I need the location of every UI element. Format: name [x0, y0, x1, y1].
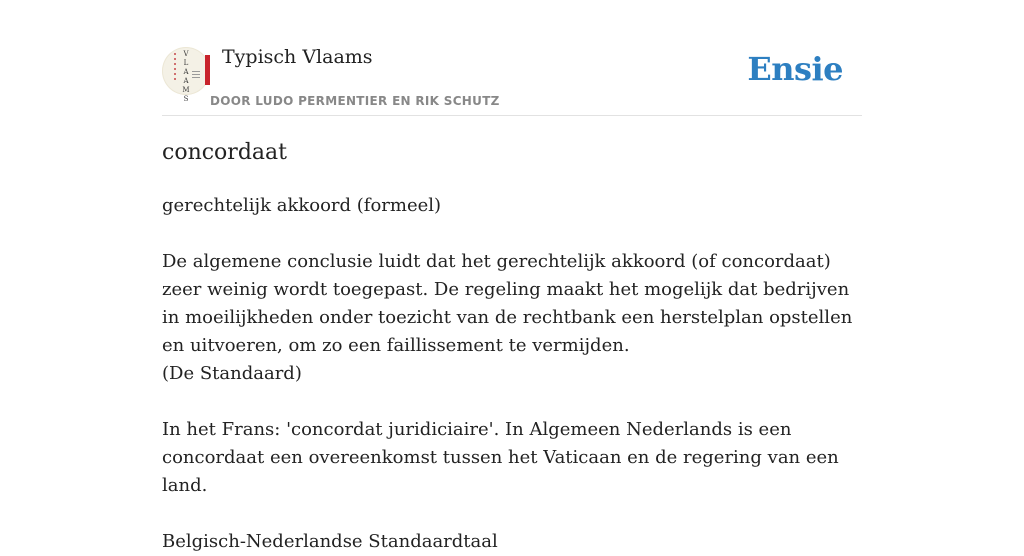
entry-example: De algemene conclusie luidt dat het gerechtelijk akkoord (of concordaat) zeer weinig wordt toegepast. De regeling maakt het mogelijk dat bedrijven in moeilijkheden onder toezicht van de rechtbank een herstelplan opstellen en uitvoeren, om zo een faillissement te vermijden.	[162, 251, 853, 356]
ensie-logo[interactable]: Ensie	[747, 50, 843, 88]
cover-red-edge	[205, 55, 210, 85]
spacer	[162, 388, 862, 416]
entry-category: Belgisch-Nederlandse Standaardtaal	[162, 531, 498, 552]
spacer	[162, 500, 862, 528]
book-title[interactable]: Typisch Vlaams	[222, 46, 373, 68]
header	[162, 0, 862, 116]
book-authors: DOOR LUDO PERMENTIER EN RIK SCHUTZ	[210, 94, 500, 108]
content-container	[162, 0, 862, 552]
book-cover-icon[interactable]	[162, 47, 210, 103]
entry-definition: gerechtelijk akkoord (formeel)	[162, 195, 442, 216]
entry-source: (De Standaard)	[162, 363, 302, 384]
entry-term: concordaat	[162, 140, 287, 165]
cover-letters: V L A A M S	[182, 50, 190, 103]
cover-side-marks	[174, 53, 176, 83]
entry-note: In het Frans: 'concordat juridiciaire'. In Algemeen Nederlands is een concordaat een overeenkomst tussen het Vaticaan en de regering van een land.	[162, 419, 839, 496]
entry-body	[162, 192, 862, 556]
cover-lines	[192, 71, 200, 79]
spacer	[162, 220, 862, 248]
